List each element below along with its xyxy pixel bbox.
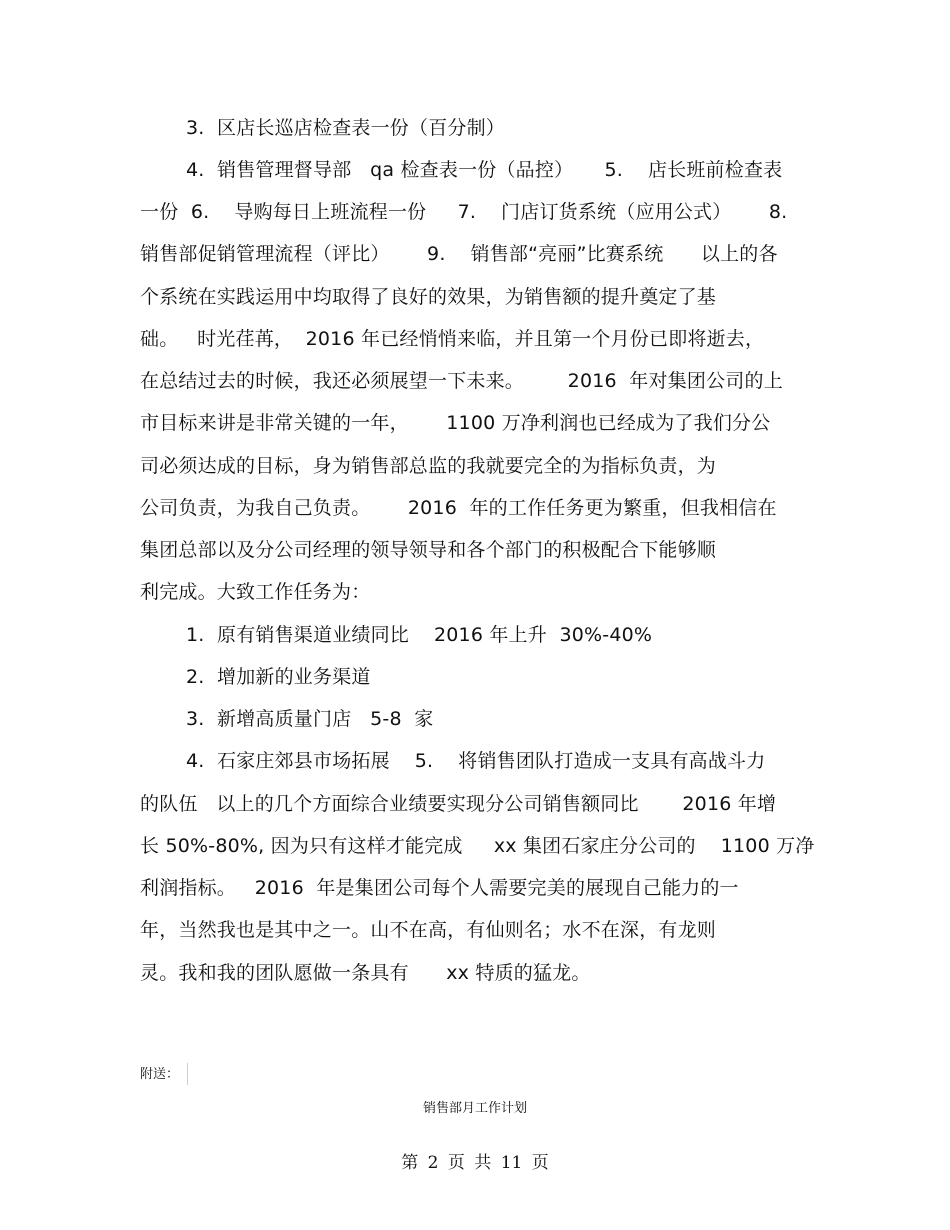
text-line: 础。 时光荏苒， 2016 年已经悄悄来临，并且第一个月份已即将逝去，: [140, 328, 765, 350]
divider: [187, 1063, 188, 1085]
list-item: 2. 增加新的业务渠道: [186, 666, 371, 688]
text-line: 利完成。大致工作任务为：: [140, 581, 371, 603]
list-item: 3. 新增高质量门店 5-8 家: [186, 708, 434, 730]
text-line: 的队伍 以上的几个方面综合业绩要实现分公司销售额同比 2016 年增: [140, 793, 777, 815]
text-line: 长 50%-80%, 因为只有这样才能完成 xx 集团石家庄分公司的 1100 万净: [140, 835, 815, 857]
text-line: 一份 6. 导购每日上班流程一份 7. 门店订货系统（应用公式） 8.: [140, 201, 788, 223]
list-item: 4. 石家庄郊县市场拓展 5. 将销售团队打造成一支具有高战斗力: [186, 750, 766, 772]
text-line: 3. 区店长巡店检查表一份（百分制）: [186, 117, 506, 139]
text-line: 销售部促销管理流程（评比） 9. 销售部“亮丽”比赛系统 以上的各: [140, 243, 778, 265]
text-line: 在总结过去的时候，我还必须展望一下未来。 2016 年对集团公司的上: [140, 370, 783, 392]
text-line: 4. 销售管理督导部 qa 检查表一份（品控） 5. 店长班前检查表: [186, 159, 783, 181]
text-line: 司必须达成的目标，身为销售部总监的我就要完全的为指标负责，为: [140, 455, 717, 477]
list-item: 1. 原有销售渠道业绩同比 2016 年上升 30%-40%: [186, 624, 653, 646]
text-line: 利润指标。 2016 年是集团公司每个人需要完美的展现自己能力的一: [140, 877, 739, 899]
text-line: 个系统在实践运用中均取得了良好的效果，为销售额的提升奠定了基: [140, 286, 717, 308]
footer-title: 销售部月工作计划: [422, 1101, 527, 1116]
page-number: 第 2 页 共 11 页: [401, 1153, 549, 1173]
text-line: 市目标来讲是非常关键的一年， 1100 万净利润也已经成为了我们分公: [140, 412, 771, 434]
text-line: 灵。我和我的团队愿做一条具有 xx 特质的猛龙。: [140, 962, 591, 984]
text-line: 集团总部以及分公司经理的领导领导和各个部门的积极配合下能够顺: [140, 539, 717, 561]
text-line: 年，当然我也是其中之一。山不在高，有仙则名；水不在深，有龙则: [140, 919, 717, 941]
attachment-label: 附送：: [140, 1067, 180, 1082]
text-line: 公司负责，为我自己负责。 2016 年的工作任务更为繁重，但我相信在: [140, 497, 777, 519]
